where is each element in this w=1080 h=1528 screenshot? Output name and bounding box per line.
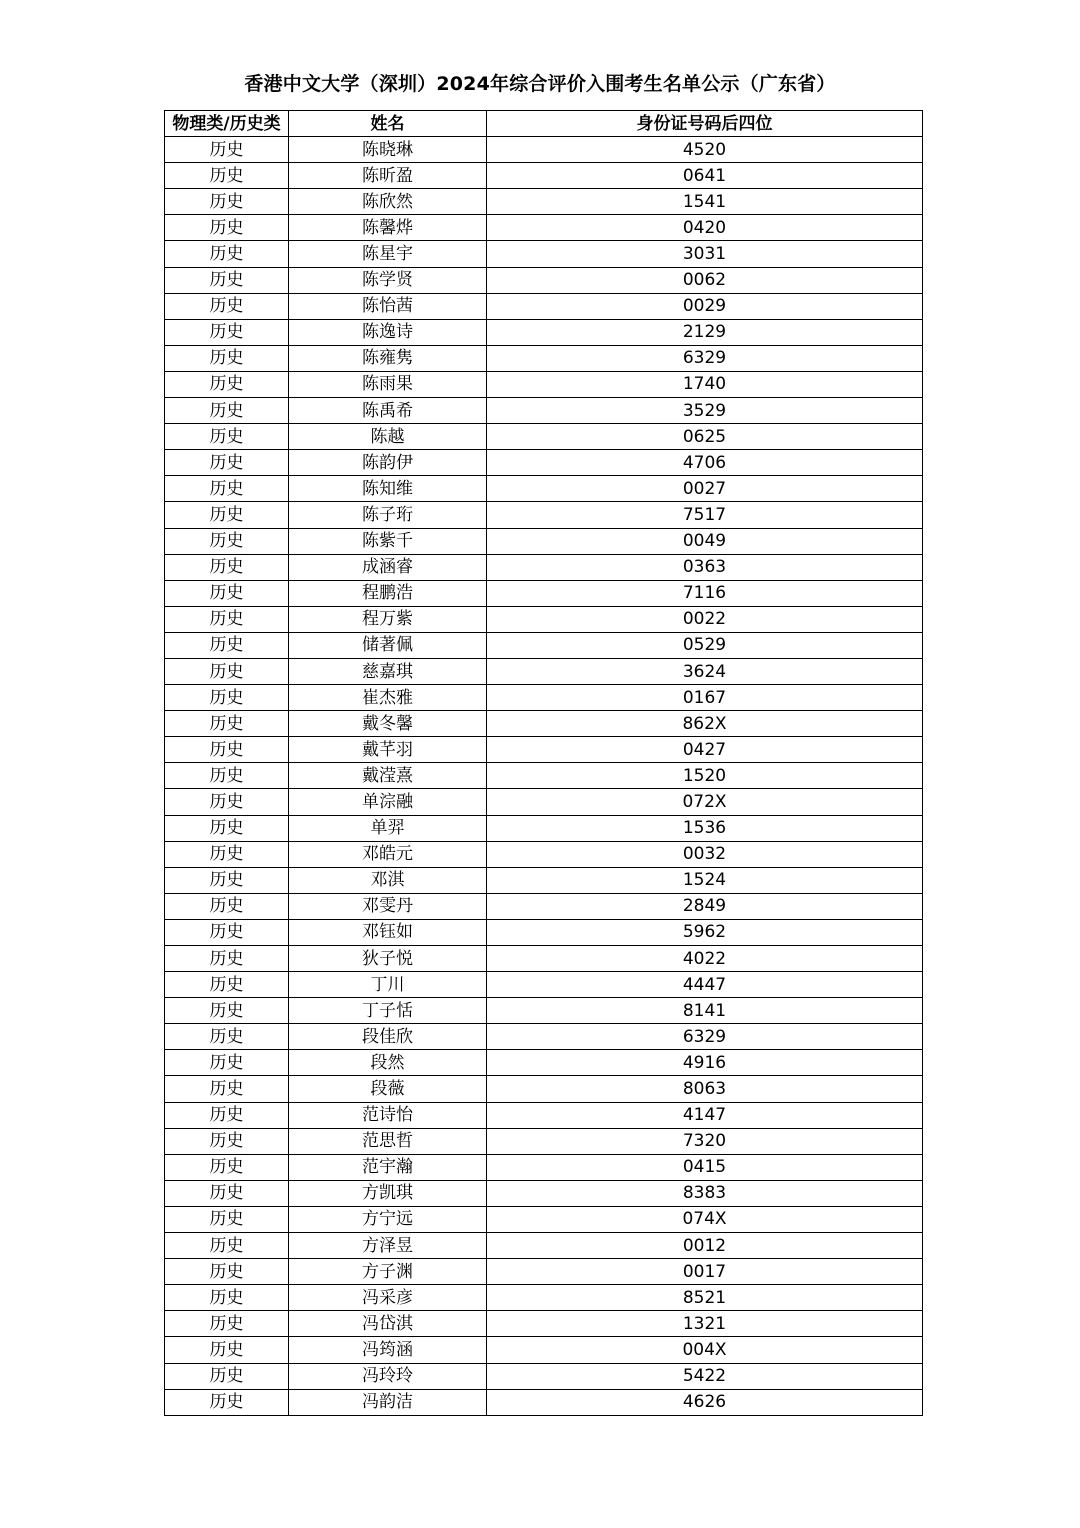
cell-category: 历史 [165, 476, 289, 502]
cell-name: 陈星宇 [289, 241, 487, 267]
cell-id-last-four: 0363 [487, 554, 923, 580]
cell-name: 邓钰如 [289, 919, 487, 945]
cell-id-last-four: 0427 [487, 737, 923, 763]
table-row [165, 1076, 923, 1102]
cell-id-last-four: 074X [487, 1206, 923, 1232]
cell-id-last-four: 8141 [487, 998, 923, 1024]
cell-name: 范宇瀚 [289, 1154, 487, 1180]
table-row [165, 554, 923, 580]
cell-id-last-four: 4626 [487, 1389, 923, 1415]
table-row [165, 1337, 923, 1363]
cell-category: 历史 [165, 215, 289, 241]
cell-name: 戴冬馨 [289, 711, 487, 737]
cell-id-last-four: 4520 [487, 137, 923, 163]
cell-category: 历史 [165, 867, 289, 893]
cell-category: 历史 [165, 606, 289, 632]
cell-name: 程万紫 [289, 606, 487, 632]
table-row [165, 841, 923, 867]
cell-category: 历史 [165, 1024, 289, 1050]
table-row [165, 998, 923, 1024]
table-row [165, 867, 923, 893]
table-row [165, 946, 923, 972]
cell-name: 储著佩 [289, 632, 487, 658]
table-row [165, 476, 923, 502]
table-row [165, 711, 923, 737]
cell-name: 方泽昱 [289, 1233, 487, 1259]
table-row [165, 1102, 923, 1128]
cell-name: 方宁远 [289, 1206, 487, 1232]
cell-category: 历史 [165, 1363, 289, 1389]
cell-id-last-four: 0027 [487, 476, 923, 502]
cell-name: 崔杰雅 [289, 685, 487, 711]
cell-category: 历史 [165, 1102, 289, 1128]
table-row [165, 345, 923, 371]
cell-id-last-four: 3529 [487, 398, 923, 424]
cell-category: 历史 [165, 1285, 289, 1311]
cell-name: 陈紫千 [289, 528, 487, 554]
table-row [165, 293, 923, 319]
cell-id-last-four: 7320 [487, 1128, 923, 1154]
cell-category: 历史 [165, 580, 289, 606]
cell-name: 陈逸诗 [289, 319, 487, 345]
cell-category: 历史 [165, 1128, 289, 1154]
cell-id-last-four: 0032 [487, 841, 923, 867]
cell-category: 历史 [165, 1311, 289, 1337]
table-row [165, 1285, 923, 1311]
cell-category: 历史 [165, 919, 289, 945]
cell-name: 段佳欣 [289, 1024, 487, 1050]
cell-id-last-four: 2129 [487, 319, 923, 345]
cell-name: 丁子恬 [289, 998, 487, 1024]
cell-name: 成涵睿 [289, 554, 487, 580]
cell-id-last-four: 1536 [487, 815, 923, 841]
cell-category: 历史 [165, 528, 289, 554]
cell-id-last-four: 0641 [487, 163, 923, 189]
cell-category: 历史 [165, 267, 289, 293]
cell-id-last-four: 1520 [487, 763, 923, 789]
cell-category: 历史 [165, 1337, 289, 1363]
cell-id-last-four: 1740 [487, 371, 923, 397]
column-header-id-last-four: 身份证号码后四位 [487, 111, 923, 137]
cell-id-last-four: 5422 [487, 1363, 923, 1389]
table-row [165, 241, 923, 267]
cell-id-last-four: 862X [487, 711, 923, 737]
table-row [165, 580, 923, 606]
cell-id-last-four: 0022 [487, 606, 923, 632]
cell-name: 陈雨果 [289, 371, 487, 397]
cell-id-last-four: 4022 [487, 946, 923, 972]
cell-category: 历史 [165, 685, 289, 711]
table-header-row [165, 111, 923, 137]
cell-name: 单羿 [289, 815, 487, 841]
cell-category: 历史 [165, 163, 289, 189]
cell-category: 历史 [165, 1206, 289, 1232]
cell-id-last-four: 0017 [487, 1259, 923, 1285]
cell-name: 冯岱淇 [289, 1311, 487, 1337]
cell-id-last-four: 2849 [487, 893, 923, 919]
table-row [165, 658, 923, 684]
cell-category: 历史 [165, 293, 289, 319]
cell-name: 冯筠涵 [289, 1337, 487, 1363]
cell-name: 陈子珩 [289, 502, 487, 528]
cell-category: 历史 [165, 946, 289, 972]
cell-id-last-four: 0625 [487, 424, 923, 450]
cell-name: 戴芊羽 [289, 737, 487, 763]
cell-id-last-four: 1541 [487, 189, 923, 215]
cell-category: 历史 [165, 189, 289, 215]
cell-name: 陈韵伊 [289, 450, 487, 476]
table-row [165, 1050, 923, 1076]
cell-name: 范思哲 [289, 1128, 487, 1154]
table-row [165, 1206, 923, 1232]
cell-id-last-four: 004X [487, 1337, 923, 1363]
cell-name: 陈学贤 [289, 267, 487, 293]
cell-category: 历史 [165, 1233, 289, 1259]
cell-name: 慈嘉琪 [289, 658, 487, 684]
cell-name: 方子渊 [289, 1259, 487, 1285]
cell-id-last-four: 3031 [487, 241, 923, 267]
cell-name: 邓皓元 [289, 841, 487, 867]
cell-category: 历史 [165, 424, 289, 450]
table-row [165, 319, 923, 345]
cell-category: 历史 [165, 1076, 289, 1102]
table-row [165, 789, 923, 815]
cell-name: 段薇 [289, 1076, 487, 1102]
cell-name: 陈晓琳 [289, 137, 487, 163]
cell-category: 历史 [165, 1180, 289, 1206]
table-row [165, 1233, 923, 1259]
cell-category: 历史 [165, 658, 289, 684]
cell-category: 历史 [165, 1154, 289, 1180]
table-row [165, 398, 923, 424]
cell-name: 陈欣然 [289, 189, 487, 215]
cell-id-last-four: 4916 [487, 1050, 923, 1076]
cell-category: 历史 [165, 554, 289, 580]
cell-id-last-four: 4147 [487, 1102, 923, 1128]
cell-category: 历史 [165, 398, 289, 424]
cell-category: 历史 [165, 711, 289, 737]
table-row [165, 1311, 923, 1337]
cell-category: 历史 [165, 1389, 289, 1415]
cell-name: 陈雍隽 [289, 345, 487, 371]
cell-id-last-four: 6329 [487, 1024, 923, 1050]
table-row [165, 1180, 923, 1206]
cell-id-last-four: 4706 [487, 450, 923, 476]
table-row [165, 919, 923, 945]
table-row [165, 1154, 923, 1180]
table-row [165, 893, 923, 919]
table-row [165, 267, 923, 293]
table-row [165, 1389, 923, 1415]
cell-category: 历史 [165, 841, 289, 867]
table-row [165, 163, 923, 189]
cell-id-last-four: 7116 [487, 580, 923, 606]
cell-category: 历史 [165, 241, 289, 267]
table-row [165, 1363, 923, 1389]
column-header-name: 姓名 [289, 111, 487, 137]
cell-id-last-four: 8521 [487, 1285, 923, 1311]
cell-id-last-four: 8383 [487, 1180, 923, 1206]
table-row [165, 528, 923, 554]
cell-name: 冯玲玲 [289, 1363, 487, 1389]
cell-id-last-four: 0420 [487, 215, 923, 241]
cell-id-last-four: 0062 [487, 267, 923, 293]
cell-category: 历史 [165, 1259, 289, 1285]
cell-id-last-four: 0049 [487, 528, 923, 554]
cell-name: 丁川 [289, 972, 487, 998]
cell-category: 历史 [165, 737, 289, 763]
cell-category: 历史 [165, 1050, 289, 1076]
cell-id-last-four: 1321 [487, 1311, 923, 1337]
cell-id-last-four: 0529 [487, 632, 923, 658]
cell-id-last-four: 0167 [487, 685, 923, 711]
cell-id-last-four: 1524 [487, 867, 923, 893]
cell-name: 邓淇 [289, 867, 487, 893]
table-row [165, 450, 923, 476]
cell-id-last-four: 0415 [487, 1154, 923, 1180]
cell-name: 陈昕盈 [289, 163, 487, 189]
table-row [165, 371, 923, 397]
table-row [165, 1128, 923, 1154]
cell-category: 历史 [165, 319, 289, 345]
cell-name: 陈知维 [289, 476, 487, 502]
cell-category: 历史 [165, 998, 289, 1024]
cell-name: 冯韵洁 [289, 1389, 487, 1415]
cell-name: 程鹏浩 [289, 580, 487, 606]
cell-category: 历史 [165, 345, 289, 371]
table-row [165, 1024, 923, 1050]
cell-name: 邓雯丹 [289, 893, 487, 919]
cell-category: 历史 [165, 137, 289, 163]
cell-name: 段然 [289, 1050, 487, 1076]
table-row [165, 685, 923, 711]
table-row [165, 215, 923, 241]
cell-id-last-four: 072X [487, 789, 923, 815]
cell-name: 方凯琪 [289, 1180, 487, 1206]
cell-name: 戴滢熹 [289, 763, 487, 789]
cell-category: 历史 [165, 450, 289, 476]
table-row [165, 972, 923, 998]
table-row [165, 502, 923, 528]
cell-category: 历史 [165, 632, 289, 658]
cell-name: 陈馨烨 [289, 215, 487, 241]
cell-category: 历史 [165, 371, 289, 397]
cell-id-last-four: 0012 [487, 1233, 923, 1259]
page-title: 香港中文大学（深圳）2024年综合评价入围考生名单公示（广东省） [244, 73, 836, 95]
table-row [165, 737, 923, 763]
cell-id-last-four: 3624 [487, 658, 923, 684]
table-row [165, 815, 923, 841]
cell-id-last-four: 5962 [487, 919, 923, 945]
table-row [165, 424, 923, 450]
table-row [165, 189, 923, 215]
candidate-table [164, 110, 923, 1416]
cell-id-last-four: 8063 [487, 1076, 923, 1102]
cell-name: 陈怡茜 [289, 293, 487, 319]
table-row [165, 137, 923, 163]
column-header-category: 物理类/历史类 [165, 111, 289, 137]
cell-category: 历史 [165, 893, 289, 919]
cell-id-last-four: 6329 [487, 345, 923, 371]
cell-name: 冯采彦 [289, 1285, 487, 1311]
cell-name: 狄子悦 [289, 946, 487, 972]
cell-name: 陈越 [289, 424, 487, 450]
cell-name: 范诗怡 [289, 1102, 487, 1128]
cell-category: 历史 [165, 789, 289, 815]
cell-id-last-four: 4447 [487, 972, 923, 998]
cell-category: 历史 [165, 763, 289, 789]
table-row [165, 632, 923, 658]
table-row [165, 606, 923, 632]
cell-category: 历史 [165, 502, 289, 528]
cell-name: 单淙融 [289, 789, 487, 815]
cell-category: 历史 [165, 815, 289, 841]
cell-category: 历史 [165, 972, 289, 998]
cell-id-last-four: 0029 [487, 293, 923, 319]
cell-id-last-four: 7517 [487, 502, 923, 528]
table-row [165, 1259, 923, 1285]
table-body [165, 137, 923, 1416]
cell-name: 陈禹希 [289, 398, 487, 424]
table-row [165, 763, 923, 789]
